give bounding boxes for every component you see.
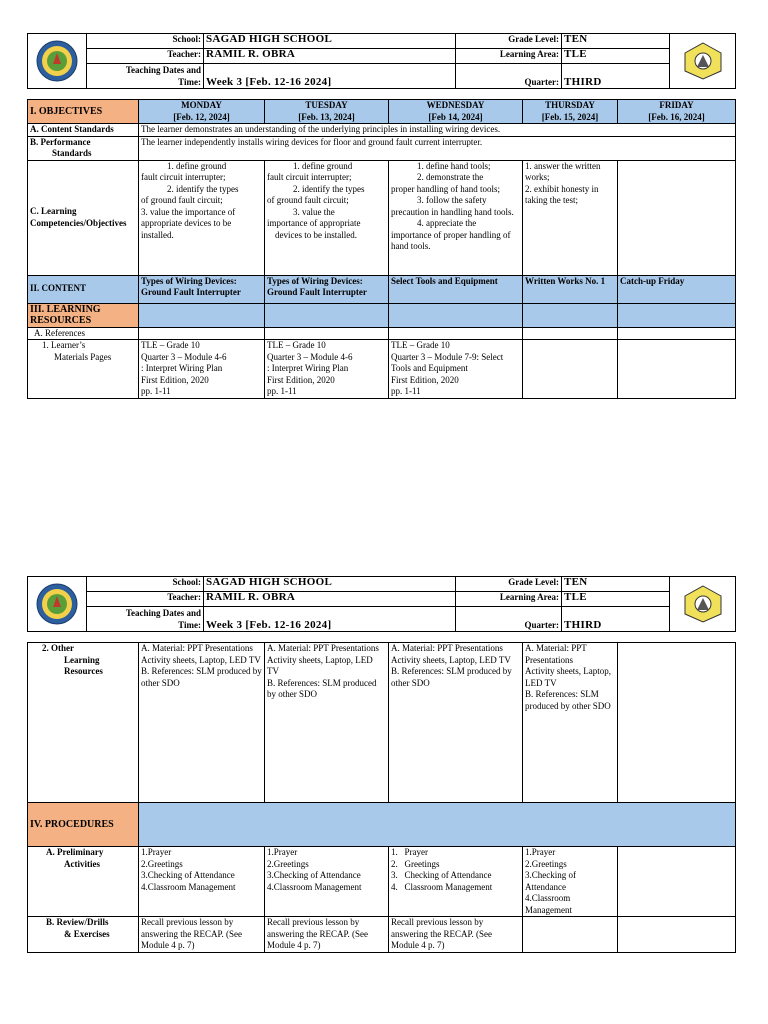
review-label-line1: B. Review/Drills [46, 917, 109, 927]
references-label: A. References [28, 327, 139, 340]
resource-line: Activity sheets, Laptop, LED TV [525, 666, 611, 688]
day-name: FRIDAY [659, 100, 694, 110]
resource-line: A. Material: PPT Presentations [141, 643, 253, 653]
preliminary-line: 4. Classroom Management [391, 881, 493, 892]
resource-line: B. References: SLM produced by other SDO [267, 677, 377, 699]
content-heading: II. CONTENT [28, 275, 139, 303]
other-label-line1: 2. Other [42, 643, 74, 653]
review-thursday [523, 917, 618, 953]
learners-line: TLE – Grade 10 [267, 340, 326, 350]
day-name: THURSDAY [545, 100, 595, 110]
preliminary-monday [139, 847, 265, 917]
preliminary-wednesday [389, 847, 523, 917]
resources-heading [28, 303, 139, 327]
day-header-wednesday [389, 100, 523, 124]
resource-line: Activity sheets, Laptop, LED TV [391, 654, 511, 665]
dates-label-line1: Teaching Dates and [125, 65, 201, 75]
dates-label-line1: Teaching Dates and [125, 608, 201, 618]
learners-tuesday [265, 340, 389, 399]
resources-wednesday [389, 303, 523, 327]
competencies-wednesday [389, 160, 523, 275]
competency-item: 2. demonstrate the [417, 172, 484, 182]
procedures-table [27, 642, 736, 953]
review-tuesday: Recall previous lesson by answering the RECAP. (See Module 4 p. 7) [265, 917, 389, 953]
page-1 [27, 33, 735, 399]
grade-label: Grade Level: [456, 34, 562, 49]
learners-line: First Edition, 2020 [267, 374, 335, 385]
learners-friday [618, 340, 736, 399]
dates-label [87, 607, 204, 632]
learners-line: : Interpret Wiring Plan [267, 363, 349, 373]
preliminary-line: 2.Greetings [267, 858, 309, 869]
competency-item: 1. answer the written works; [525, 160, 601, 182]
quarter-value: THIRD [562, 607, 670, 632]
emblem-icon [681, 584, 725, 624]
day-header-thursday [523, 100, 618, 124]
resources-monday [139, 303, 265, 327]
quarter-label: Quarter: [456, 64, 562, 89]
references-monday [139, 327, 265, 340]
review-label-line2: & Exercises [64, 928, 110, 939]
competency-item: 3. follow the safety [417, 195, 487, 205]
header-table [27, 33, 736, 89]
preliminary-line: 1. Prayer [391, 847, 428, 857]
dates-label-line2: Time: [178, 76, 201, 87]
preliminary-line: 2.Greetings [141, 858, 183, 869]
day-date: [Feb. 13, 2024] [298, 111, 355, 122]
area-label: Learning Area: [456, 49, 562, 64]
preliminary-line: 1.Prayer [525, 847, 556, 857]
seal-icon [35, 582, 79, 626]
preliminary-line: 1.Prayer [141, 847, 172, 857]
area-label: Learning Area: [456, 592, 562, 607]
preliminary-line: 3.Checking of Attendance [267, 870, 361, 880]
learners-line: Quarter 3 – Module 4-6 [141, 351, 227, 362]
grade-value: TEN [562, 34, 670, 49]
review-wednesday: Recall previous lesson by answering the RECAP. (See Module 4 p. 7) [389, 917, 523, 953]
other-resources-wednesday [389, 643, 523, 803]
preliminary-label-line2: Activities [64, 858, 100, 869]
learners-line: Quarter 3 – Module 7-9: Select Tools and Equipment [391, 351, 504, 373]
learners-label-line2: Materials Pages [54, 351, 112, 362]
other-resources-tuesday [265, 643, 389, 803]
page-2 [27, 576, 735, 953]
references-thursday [523, 327, 618, 340]
review-friday [618, 917, 736, 953]
performance-standards-label [28, 136, 139, 160]
school-seal-logo [28, 34, 87, 89]
competency-item: 3. value the [293, 206, 335, 217]
quarter-label: Quarter: [456, 607, 562, 632]
grade-label: Grade Level: [456, 577, 562, 592]
resource-line: B. References: SLM produced by other SDO [525, 689, 611, 711]
other-resources-friday [618, 643, 736, 803]
content-friday: Catch-up Friday [618, 275, 736, 303]
learners-line: TLE – Grade 10 [141, 340, 200, 350]
preliminary-line: 2.Greetings [525, 858, 567, 869]
competency-item: 2. identify the types [167, 183, 239, 194]
competencies-friday [618, 160, 736, 275]
preliminary-line: 4.Classroom Management [141, 881, 236, 892]
day-name: WEDNESDAY [426, 100, 485, 110]
day-name: TUESDAY [305, 100, 348, 110]
competency-item: proper handling of hand tools; [391, 183, 500, 194]
resource-line: Activity sheets, Laptop, LED TV [141, 654, 261, 665]
day-date: [Feb 14, 2024] [428, 111, 483, 122]
resource-line: A. Material: PPT Presentations [525, 643, 587, 665]
review-monday: Recall previous lesson by answering the RECAP. (See Module 4 p. 7) [139, 917, 265, 953]
day-date: [Feb. 16, 2024] [648, 111, 705, 122]
resources-friday [618, 303, 736, 327]
resources-tuesday [265, 303, 389, 327]
resource-line: Activity sheets, Laptop, LED TV [267, 654, 373, 676]
competency-item: 1. define ground [293, 160, 353, 171]
seal-icon [35, 39, 79, 83]
school-value: SAGAD HIGH SCHOOL [204, 34, 456, 49]
school-value: SAGAD HIGH SCHOOL [204, 577, 456, 592]
learners-label-line1: 1. Learner’s [42, 340, 86, 350]
learners-materials-label [28, 340, 139, 399]
learners-wednesday [389, 340, 523, 399]
competency-item: importance of appropriate [267, 218, 361, 228]
preliminary-label-line1: A. Preliminary [46, 847, 104, 857]
preliminary-label [28, 847, 139, 917]
resources-thursday [523, 303, 618, 327]
day-date: [Feb. 15, 2024] [541, 111, 599, 122]
quarter-value: THIRD [562, 64, 670, 89]
competency-item: devices to be installed. [275, 229, 357, 240]
content-tuesday: Types of Wiring Devices: Ground Fault Interrupter [265, 275, 389, 303]
dates-value: Week 3 [Feb. 12-16 2024] [204, 607, 456, 632]
learners-line: TLE – Grade 10 [391, 340, 450, 350]
references-friday [618, 327, 736, 340]
preliminary-line: 1.Prayer [267, 847, 298, 857]
performance-standards-value: The learner independently installs wiring devices for floor and ground fault current interrupter. [139, 136, 736, 160]
school-label: School: [87, 34, 204, 49]
competencies-label: C. Learning Competencies/Objectives [28, 160, 139, 275]
day-header-tuesday [265, 100, 389, 124]
school-emblem-logo [670, 34, 736, 89]
learners-line: First Edition, 2020 [141, 374, 209, 385]
preliminary-line: 4.Classroom Management [525, 893, 572, 915]
preliminary-thursday [523, 847, 618, 917]
competency-item: importance of proper handling of hand tools. [391, 229, 511, 251]
school-seal-logo [28, 577, 87, 632]
learners-line: pp. 1-11 [267, 386, 297, 396]
preliminary-line: 3. Checking of Attendance [391, 870, 492, 880]
competencies-monday [139, 160, 265, 275]
learners-thursday [523, 340, 618, 399]
day-date: [Feb. 12, 2024] [173, 111, 230, 122]
emblem-icon [681, 41, 725, 81]
competency-item: 2. identify the types [293, 183, 365, 194]
teacher-label: Teacher: [87, 49, 204, 64]
competencies-thursday [523, 160, 618, 275]
other-resources-label [28, 643, 139, 803]
area-value: TLE [562, 592, 670, 607]
competency-item: of ground fault circuit; [267, 195, 349, 205]
learners-line: pp. 1-11 [391, 386, 421, 396]
preliminary-line: 2. Greetings [391, 858, 440, 869]
content-wednesday: Select Tools and Equipment [389, 275, 523, 303]
performance-label-line1: B. Performance [30, 136, 91, 147]
preliminary-line: 3.Checking of Attendance [141, 870, 235, 880]
other-resources-thursday [523, 643, 618, 803]
resource-line: B. References: SLM produced by other SDO [141, 666, 262, 688]
dates-label [87, 64, 204, 89]
competency-item: 1. define ground [167, 160, 227, 171]
resource-line: A. Material: PPT Presentations [267, 643, 379, 653]
competency-item: 1. define hand tools; [417, 160, 491, 171]
area-value: TLE [562, 49, 670, 64]
day-header-monday [139, 100, 265, 124]
other-resources-monday [139, 643, 265, 803]
competency-item: fault circuit interrupter; [267, 172, 352, 182]
preliminary-friday [618, 847, 736, 917]
learners-line: Quarter 3 – Module 4-6 [267, 351, 353, 362]
other-label-line3: Resources [64, 666, 103, 676]
learners-line: : Interpret Wiring Plan [141, 363, 223, 373]
competency-item: fault circuit interrupter; [141, 172, 226, 182]
review-label [28, 917, 139, 953]
preliminary-tuesday [265, 847, 389, 917]
competency-item: precaution in handling hand tools. [391, 206, 514, 217]
objectives-heading: I. OBJECTIVES [28, 100, 139, 124]
competency-item: 2. exhibit honesty in taking the test; [525, 183, 599, 205]
competencies-tuesday [265, 160, 389, 275]
content-standards-value: The learner demonstrates an understanding of the underlying principles in installing wiring devices. [139, 124, 736, 137]
learners-monday [139, 340, 265, 399]
resources-line2: RESOURCES [30, 315, 92, 326]
content-standards-label: A. Content Standards [28, 124, 139, 137]
school-emblem-logo [670, 577, 736, 632]
teacher-label: Teacher: [87, 592, 204, 607]
dates-label-line2: Time: [178, 619, 201, 630]
day-name: MONDAY [181, 100, 222, 110]
school-label: School: [87, 577, 204, 592]
learners-line: pp. 1-11 [141, 386, 171, 396]
learners-line: First Edition, 2020 [391, 374, 459, 385]
performance-label-line2: Standards [52, 148, 92, 158]
competency-item: 3. value the importance of appropriate devices to be installed. [141, 206, 236, 240]
header-table [27, 576, 736, 632]
content-monday: Types of Wiring Devices: Ground Fault Interrupter [139, 275, 265, 303]
competency-item: 4. appreciate the [417, 218, 477, 228]
preliminary-line: 3.Checking of Attendance [525, 870, 576, 892]
preliminary-line: 4.Classroom Management [267, 881, 362, 892]
competency-item: of ground fault circuit; [141, 195, 223, 205]
day-header-friday [618, 100, 736, 124]
other-label-line2: Learning [64, 654, 100, 665]
teacher-value: RAMIL R. OBRA [204, 592, 456, 607]
procedures-heading: IV. PROCEDURES [28, 803, 139, 847]
references-wednesday [389, 327, 523, 340]
resources-line1: III. LEARNING [30, 303, 101, 315]
objectives-table [27, 99, 736, 399]
dates-value: Week 3 [Feb. 12-16 2024] [204, 64, 456, 89]
content-thursday: Written Works No. 1 [523, 275, 618, 303]
grade-value: TEN [562, 577, 670, 592]
resource-line: B. References: SLM produced by other SDO [391, 666, 512, 688]
resource-line: A. Material: PPT Presentations [391, 643, 503, 653]
teacher-value: RAMIL R. OBRA [204, 49, 456, 64]
references-tuesday [265, 327, 389, 340]
procedures-band [139, 803, 736, 847]
